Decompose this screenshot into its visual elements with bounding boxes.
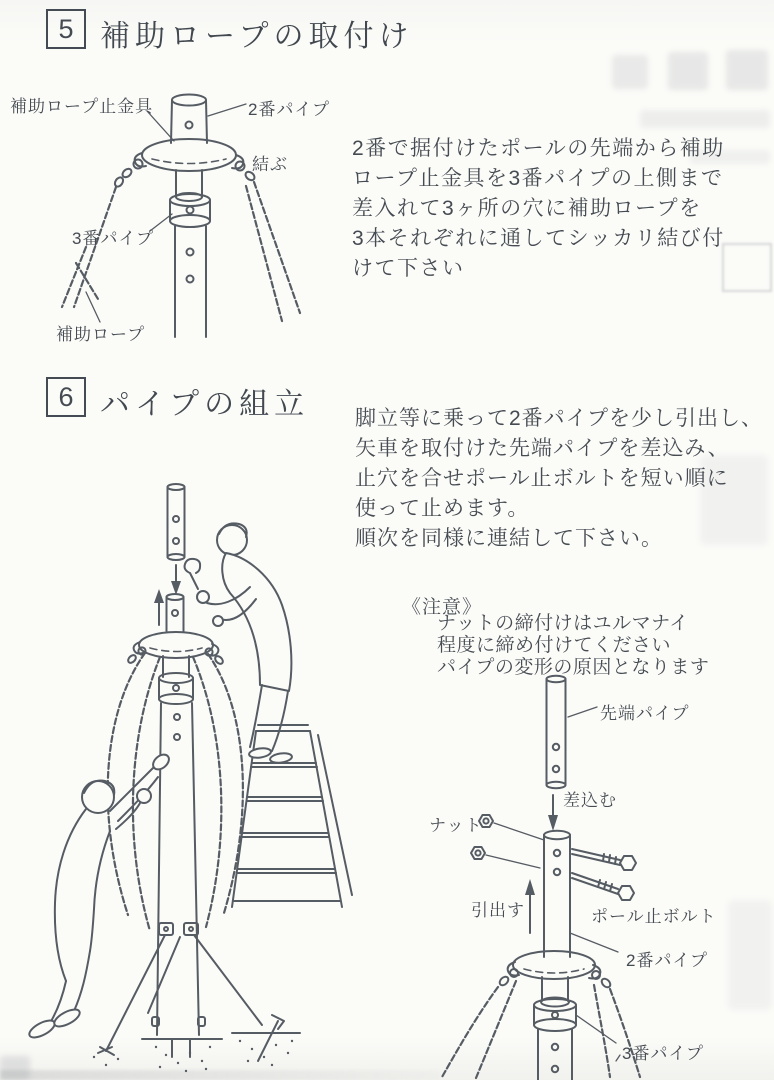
instruction-line: 順次を同様に連結して下さい。 — [355, 527, 663, 550]
pipe-joint-diagram — [420, 665, 774, 1080]
instruction-line: 止穴を合せポール止ボルトを短い順に — [355, 467, 729, 490]
section5-title: 補助ロープの取付け — [100, 20, 414, 53]
label-pipe3-s6: 3番パイプ — [622, 1044, 704, 1063]
label-nut: ナット — [429, 816, 483, 835]
label-tie: 結ぶ — [252, 155, 288, 174]
tip-pipe — [547, 676, 566, 788]
pipe2-upper — [544, 831, 570, 957]
section6-number-box: 6 — [46, 377, 86, 417]
bleed-through-artifact — [640, 110, 770, 128]
section5-instructions — [352, 134, 725, 284]
label-pull-out: 引出す — [471, 901, 525, 920]
insert-arrow — [171, 565, 181, 595]
caution-line: パイプの変形の原因となります — [437, 657, 710, 678]
bleed-through-artifact — [668, 52, 708, 90]
section6-instructions — [355, 404, 763, 554]
pole-stop-bolts — [572, 849, 636, 900]
label-insert: 差込む — [563, 791, 617, 810]
instruction-line: 差入れて3ヶ所の穴に補助ロープを — [352, 197, 702, 220]
caution-line: ナットの締付けはユルマナイ — [437, 613, 689, 634]
label-pipe2-s5: 2番パイプ — [248, 100, 330, 119]
rope-attachment-diagram — [0, 85, 340, 350]
tip-pipe-floating — [168, 484, 185, 560]
label-pole-bolt: ポール止ボルト — [591, 907, 717, 926]
instruction-line: 脚立等に乗って2番パイプを少し引出し、 — [355, 407, 764, 430]
caution-line: 程度に締め付けてください — [437, 635, 672, 656]
aux-ropes — [62, 182, 300, 321]
pipe3-coupling — [170, 170, 210, 337]
instruction-line: けて下さい — [352, 257, 465, 280]
label-pipe2-s6: 2番パイプ — [626, 951, 708, 970]
pullout-arrow — [525, 879, 535, 933]
rope-clamp-flange — [113, 139, 256, 188]
assembly-scene-illustration — [10, 445, 415, 1075]
pipe2-top — [171, 95, 207, 144]
label-rope-clamp: 補助ロープ止金具 — [10, 97, 154, 116]
instruction-line: 使って止めます。 — [355, 497, 530, 520]
caution-title: 《注意》 — [402, 597, 483, 618]
section6-title: パイプの組立 — [100, 388, 310, 421]
insert-arrow — [548, 795, 558, 831]
worker-on-ladder — [185, 523, 293, 764]
leader-lines — [86, 104, 246, 322]
instruction-line: 2番で据付けたポールの先端から補助 — [352, 137, 725, 160]
label-aux-rope: 補助ロープ — [56, 325, 146, 344]
instruction-line: 矢車を取付けた先端パイプを差込み、 — [355, 437, 730, 460]
worker-at-base — [27, 752, 172, 1041]
bleed-through-artifact — [726, 50, 768, 90]
pullout-arrow — [154, 589, 164, 625]
pipe3-coupling — [534, 977, 576, 1080]
instruction-line: 3本それぞれに通してシッカリ結び付 — [352, 227, 725, 250]
section5-number-box: 5 — [46, 9, 86, 49]
label-tip-pipe: 先端パイプ — [600, 704, 690, 723]
pipe2-pulled — [167, 594, 184, 631]
rope-clamp-flange — [127, 632, 225, 665]
bleed-through-artifact — [722, 243, 772, 292]
bleed-through-artifact — [612, 55, 648, 89]
ground-soil — [93, 1040, 293, 1072]
instruction-line: ロープ止金具を3番パイプの上側まで — [352, 167, 724, 190]
label-pipe3-s5: 3番パイプ — [72, 229, 154, 248]
